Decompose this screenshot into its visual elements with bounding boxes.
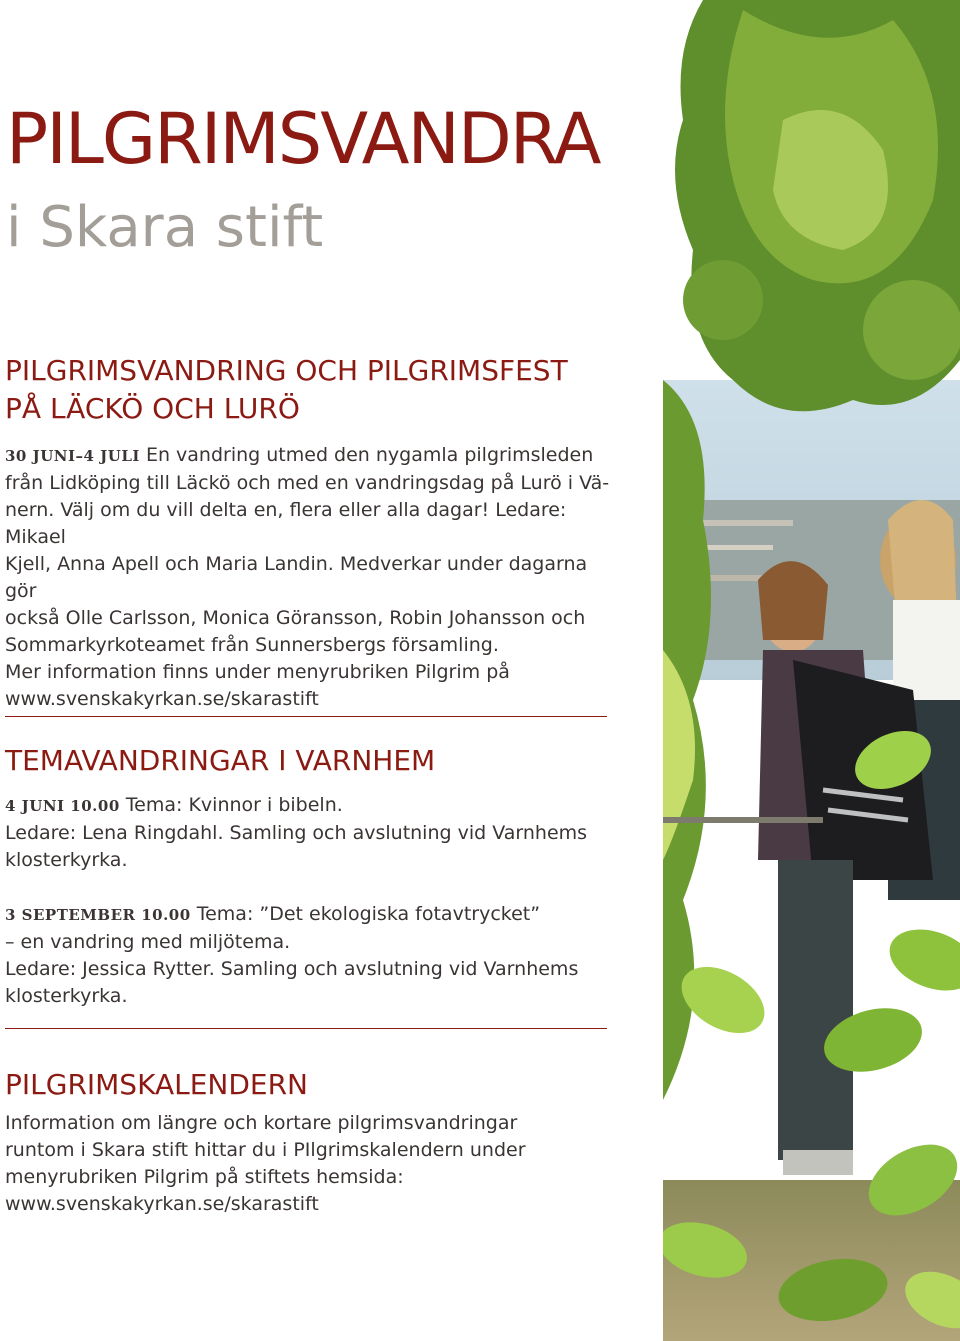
divider: [5, 716, 607, 717]
body-line: från Lidköping till Läckö och med en vandringsdag på Lurö i Vä-: [5, 472, 610, 494]
body-line: menyrubriken Pilgrim på stiftets hemsida:: [5, 1166, 404, 1188]
section-body-pilgrimsfest: [5, 442, 615, 713]
website-link[interactable]: www.svenskakyrkan.se/skarastift: [5, 688, 319, 710]
event-ekologiska-fotavtrycket: [5, 901, 615, 1010]
body-line: Tema: ”Det ekologiska fotavtrycket”: [190, 903, 541, 925]
divider: [5, 1028, 607, 1029]
body-line: Ledare: Jessica Rytter. Samling och avslutning vid Varnhems: [5, 958, 579, 980]
body-line: klosterkyrka.: [5, 849, 128, 871]
page-subtitle: i Skara stift: [6, 195, 324, 260]
section-body-pilgrimskalendern: [5, 1110, 615, 1218]
body-line: Sommarkyrkoteamet från Sunnersbergs församling.: [5, 634, 499, 656]
body-line: En vandring utmed den nygamla pilgrimsleden: [139, 444, 594, 466]
hikers-photo: [663, 0, 960, 1341]
body-line: – en vandring med miljötema.: [5, 931, 291, 953]
body-line: nern. Välj om du vill delta en, flera eller alla dagar! Ledare: Mikael: [5, 499, 567, 548]
page-title: PILGRIMSVANDRA: [6, 98, 600, 180]
section-temavandringar: [5, 742, 615, 1010]
body-line: Ledare: Lena Ringdahl. Samling och avslutning vid Varnhems: [5, 822, 588, 844]
section-heading-temavandringar: TEMAVANDRINGAR I VARNHEM: [5, 744, 436, 777]
section-heading-pilgrimskalendern: PILGRIMSKALENDERN: [5, 1068, 308, 1101]
website-link[interactable]: www.svenskakyrkan.se/skarastift: [5, 1193, 319, 1215]
event-date: 30 JUNI–4 JULI: [5, 447, 140, 465]
heading-line-1: PILGRIMSVANDRING OCH PILGRIMSFEST: [5, 354, 568, 387]
event-date: 3 SEPTEMBER 10.00: [5, 906, 191, 924]
section-pilgrimskalendern: [5, 1066, 615, 1218]
event-kvinnor-i-bibeln: [5, 792, 615, 874]
body-line: Information om längre och kortare pilgrimsvandringar: [5, 1112, 518, 1134]
heading-line-2: PÅ LÄCKÖ OCH LURÖ: [5, 392, 300, 425]
body-line: Kjell, Anna Apell och Maria Landin. Medverkar under dagarna gör: [5, 553, 588, 602]
section-pilgrimsfest: [5, 352, 615, 713]
body-line: också Olle Carlsson, Monica Göransson, Robin Johansson och: [5, 607, 586, 629]
body-line: Mer information finns under menyrubriken Pilgrim på: [5, 661, 510, 683]
body-line: runtom i Skara stift hittar du i PIlgrimskalendern under: [5, 1139, 526, 1161]
event-date: 4 JUNI 10.00: [5, 797, 120, 815]
forest-illustration: [663, 0, 960, 1341]
body-line: Tema: Kvinnor i bibeln.: [119, 794, 343, 816]
body-line: klosterkyrka.: [5, 985, 128, 1007]
section-heading-pilgrimsfest: [5, 352, 615, 428]
